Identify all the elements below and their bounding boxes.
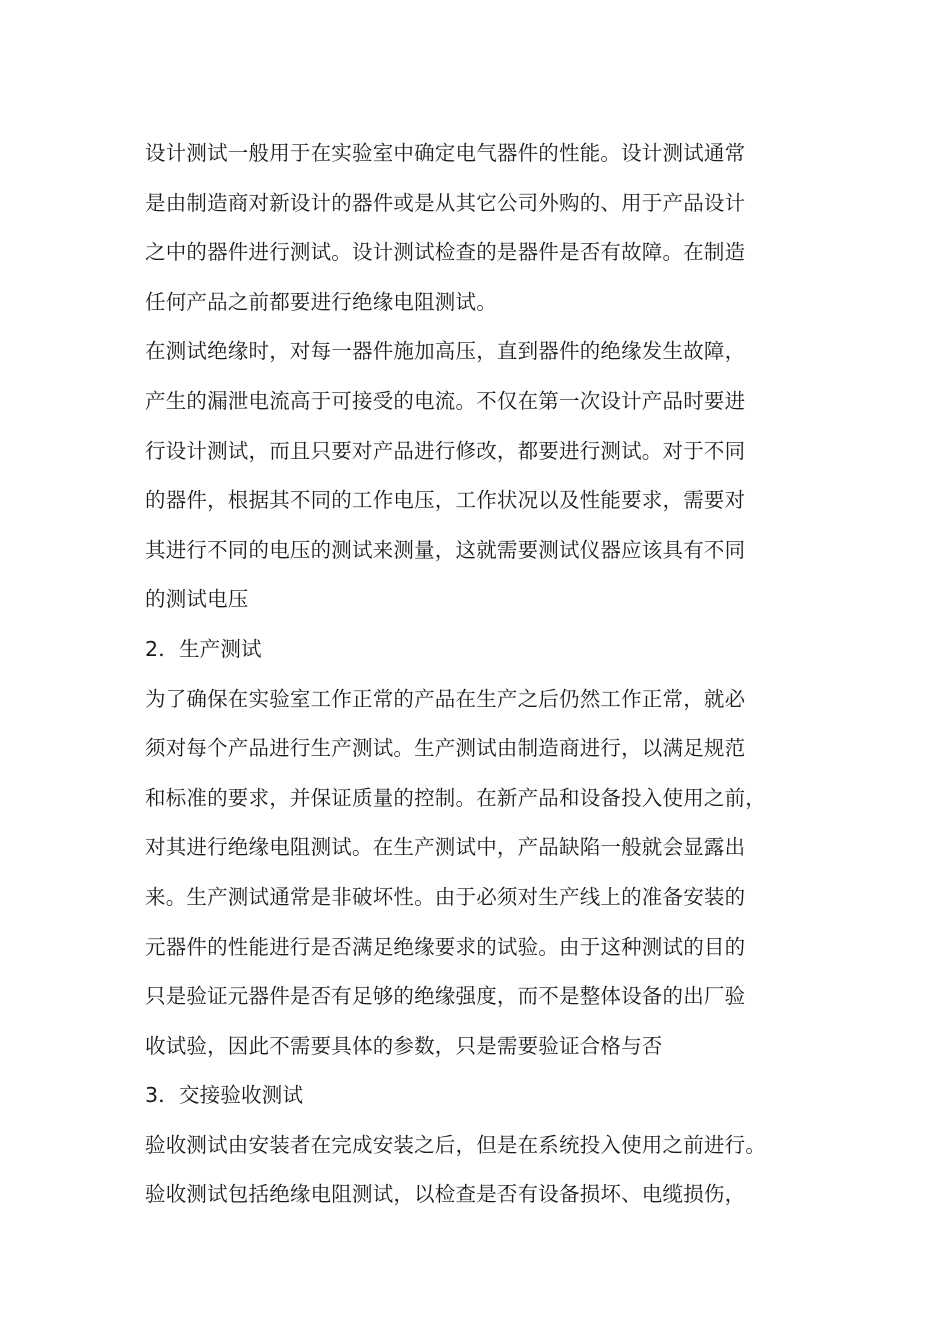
text-line: 和标准的要求，并保证质量的控制。在新产品和设备投入使用之前， (145, 785, 766, 810)
section-heading-acceptance-test: 3．交接验收测试 (145, 1083, 304, 1108)
text-line: 在测试绝缘时，对每一器件施加高压，直到器件的绝缘发生故障， (145, 339, 746, 364)
text-line: 对其进行绝缘电阻测试。在生产测试中，产品缺陷一般就会显露出 (145, 835, 746, 860)
text-line: 行设计测试，而且只要对产品进行修改，都要进行测试。对于不同 (145, 438, 746, 463)
text-line: 元器件的性能进行是否满足绝缘要求的试验。由于这种测试的目的 (145, 934, 746, 959)
text-line: 为了确保在实验室工作正常的产品在生产之后仍然工作正常，就必 (145, 686, 746, 711)
text-line: 产生的漏泄电流高于可接受的电流。不仅在第一次设计产品时要进 (145, 388, 746, 413)
text-line: 是由制造商对新设计的器件或是从其它公司外购的、用于产品设计 (145, 190, 746, 215)
text-line: 验收测试包括绝缘电阻测试，以检查是否有设备损坏、电缆损伤， (145, 1182, 746, 1207)
section-heading-production-test: 2．生产测试 (145, 636, 262, 661)
text-line: 须对每个产品进行生产测试。生产测试由制造商进行，以满足规范 (145, 736, 746, 761)
text-line: 之中的器件进行测试。设计测试检查的是器件是否有故障。在制造 (145, 240, 746, 265)
text-line: 其进行不同的电压的测试来测量，这就需要测试仪器应该具有不同 (145, 537, 746, 562)
text-line: 只是验证元器件是否有足够的绝缘强度，而不是整体设备的出厂验 (145, 984, 746, 1009)
text-line: 任何产品之前都要进行绝缘电阻测试。 (145, 289, 497, 314)
text-line: 设计测试一般用于在实验室中确定电气器件的性能。设计测试通常 (145, 141, 746, 165)
text-line: 验收测试由安装者在完成安装之后，但是在系统投入使用之前进行。 (145, 1132, 766, 1157)
document-page (145, 129, 815, 1220)
text-line: 来。生产测试通常是非破坏性。由于必须对生产线上的准备安装的 (145, 884, 746, 909)
text-line: 收试验，因此不需要具体的参数，只是需要验证合格与否 (145, 1033, 663, 1058)
text-line: 的器件，根据其不同的工作电压，工作状况以及性能要求，需要对 (145, 488, 746, 513)
text-line: 的测试电压 (145, 587, 249, 612)
